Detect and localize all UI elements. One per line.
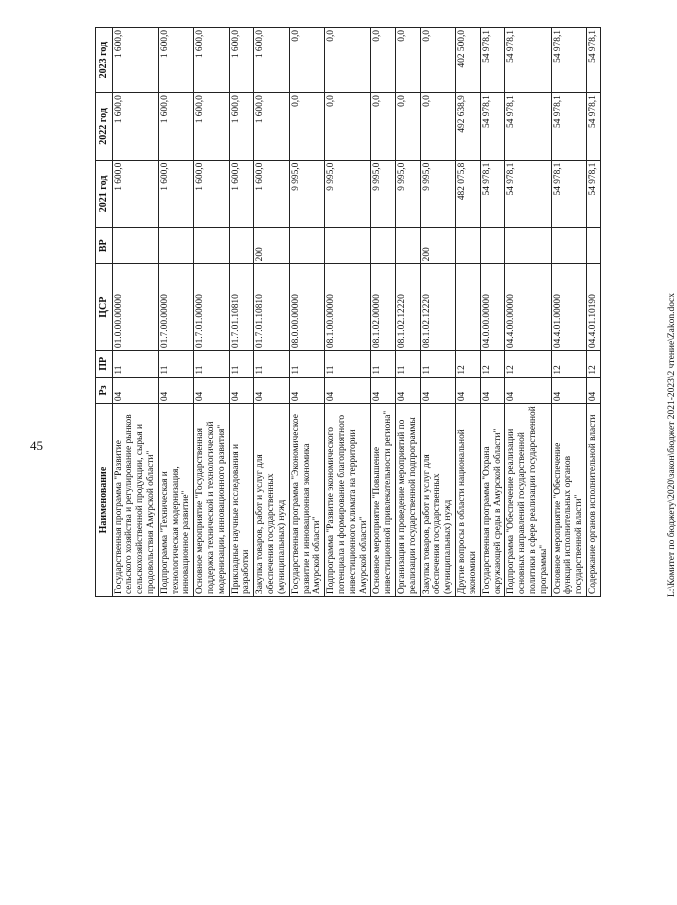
cell-vr (229, 228, 254, 264)
cell-y2022: 0,0 (396, 93, 421, 161)
table-row (112, 28, 158, 597)
cell-y2022: 492 638,9 (456, 93, 481, 161)
cell-csr: 04.4.01.10190 (587, 264, 601, 351)
table-row (480, 28, 505, 597)
cell-vr (158, 228, 193, 264)
header-2023: 2023 год (96, 28, 113, 93)
cell-rz: 04 (587, 377, 601, 404)
cell-csr: 01.7.01.10810 (229, 264, 254, 351)
cell-y2021: 482 075,8 (456, 160, 481, 228)
table-row (158, 28, 193, 597)
cell-name: Закупка товаров, работ и услуг для обеспечения государственных (муниципальных) нужд (254, 404, 289, 597)
cell-y2021: 9 995,0 (396, 160, 421, 228)
cell-rz: 04 (396, 377, 421, 404)
cell-y2021: 54 978,1 (480, 160, 505, 228)
cell-y2021: 1 600,0 (229, 160, 254, 228)
cell-pr: 11 (420, 351, 455, 378)
cell-csr: 01.7.01.10810 (254, 264, 289, 351)
table-row (396, 28, 421, 597)
cell-y2021: 1 600,0 (254, 160, 289, 228)
cell-csr: 04.4.01.00000 (551, 264, 586, 351)
cell-vr (325, 228, 371, 264)
cell-y2023: 54 978,1 (505, 28, 551, 93)
cell-y2022: 1 600,0 (158, 93, 193, 161)
cell-y2023: 1 600,0 (229, 28, 254, 93)
page-number: 45 (30, 438, 43, 453)
table-row (325, 28, 371, 597)
cell-rz: 04 (551, 377, 586, 404)
cell-csr: 04.4.00.00000 (505, 264, 551, 351)
cell-pr: 12 (480, 351, 505, 378)
cell-rz: 04 (325, 377, 371, 404)
cell-name: Организация и проведение мероприятий по реализации государственной подпрограммы (396, 404, 421, 597)
cell-rz: 04 (371, 377, 396, 404)
header-name: Наименование (96, 404, 113, 597)
cell-y2023: 1 600,0 (112, 28, 158, 93)
cell-pr: 11 (254, 351, 289, 378)
cell-vr (505, 228, 551, 264)
cell-pr: 11 (194, 351, 229, 378)
cell-vr (456, 228, 481, 264)
table-row (229, 28, 254, 597)
cell-csr: 08.1.00.00000 (325, 264, 371, 351)
cell-rz: 04 (254, 377, 289, 404)
table-row (587, 28, 601, 597)
cell-csr: 01.0.00.00000 (112, 264, 158, 351)
cell-y2022: 1 600,0 (254, 93, 289, 161)
cell-csr: 08.1.02.12220 (420, 264, 455, 351)
cell-pr: 11 (229, 351, 254, 378)
cell-y2021: 54 978,1 (587, 160, 601, 228)
table-body (112, 28, 600, 597)
cell-y2022: 54 978,1 (587, 93, 601, 161)
cell-pr: 12 (587, 351, 601, 378)
cell-rz: 04 (158, 377, 193, 404)
cell-name: Подпрограмма "Обеспечение реализации основных направлений государственной политики в сфере реализации государственной программы" (505, 404, 551, 597)
cell-y2022: 54 978,1 (551, 93, 586, 161)
cell-vr (289, 228, 324, 264)
cell-name: Государственная программа "Экономическое развитие и инновационная экономика Амурской области" (289, 404, 324, 597)
cell-y2022: 0,0 (371, 93, 396, 161)
cell-name: Основное мероприятие "Повышение инвестиционной привлекательности региона" (371, 404, 396, 597)
cell-y2022: 0,0 (420, 93, 455, 161)
cell-pr: 11 (325, 351, 371, 378)
cell-name: Закупка товаров, работ и услуг для обеспечения государственных (муниципальных) нужд (420, 404, 455, 597)
cell-csr: 01.7.01.00000 (194, 264, 229, 351)
cell-vr (587, 228, 601, 264)
cell-y2021: 1 600,0 (194, 160, 229, 228)
cell-y2022: 1 600,0 (194, 93, 229, 161)
cell-y2021: 54 978,1 (505, 160, 551, 228)
cell-y2023: 0,0 (420, 28, 455, 93)
cell-vr (194, 228, 229, 264)
cell-name: Содержание органов исполнительной власти (587, 404, 601, 597)
cell-y2023: 54 978,1 (480, 28, 505, 93)
cell-y2021: 9 995,0 (420, 160, 455, 228)
cell-name: Прикладные научные исследования и разработки (229, 404, 254, 597)
header-pr: ПР (96, 351, 113, 378)
header-vr: ВР (96, 228, 113, 264)
cell-y2021: 9 995,0 (289, 160, 324, 228)
cell-y2022: 54 978,1 (480, 93, 505, 161)
cell-vr: 200 (420, 228, 455, 264)
cell-vr (551, 228, 586, 264)
cell-csr: 08.0.00.00000 (289, 264, 324, 351)
cell-vr (480, 228, 505, 264)
cell-vr: 200 (254, 228, 289, 264)
budget-table (95, 27, 601, 597)
cell-y2023: 402 500,0 (456, 28, 481, 93)
table-row (371, 28, 396, 597)
cell-name: Другие вопросы в области национальной экономики (456, 404, 481, 597)
table-header-row (96, 28, 113, 597)
cell-rz: 04 (456, 377, 481, 404)
rotated-content (95, 27, 677, 597)
header-csr: ЦСР (96, 264, 113, 351)
cell-pr: 12 (551, 351, 586, 378)
cell-csr: 01.7.00.00000 (158, 264, 193, 351)
header-2021: 2021 год (96, 160, 113, 228)
cell-y2023: 0,0 (325, 28, 371, 93)
cell-pr: 12 (456, 351, 481, 378)
table-row (289, 28, 324, 597)
cell-name: Основное мероприятие "Государственная поддержка технической и технологической модернизации, инновационного развития" (194, 404, 229, 597)
cell-pr: 12 (505, 351, 551, 378)
cell-rz: 04 (480, 377, 505, 404)
cell-csr (456, 264, 481, 351)
cell-y2021: 1 600,0 (112, 160, 158, 228)
table-row (254, 28, 289, 597)
cell-y2023: 0,0 (396, 28, 421, 93)
cell-vr (112, 228, 158, 264)
rotated-frame (95, 27, 677, 597)
cell-name: Государственная программа "Развитие сельского хозяйства и регулирование рынков сельскохозяйственной продукции, сырья и продовольствия Амурской области" (112, 404, 158, 597)
cell-y2023: 54 978,1 (587, 28, 601, 93)
cell-y2023: 1 600,0 (158, 28, 193, 93)
cell-y2022: 1 600,0 (229, 93, 254, 161)
cell-y2023: 0,0 (371, 28, 396, 93)
cell-y2021: 54 978,1 (551, 160, 586, 228)
cell-y2022: 0,0 (325, 93, 371, 161)
table-row (551, 28, 586, 597)
table-row (505, 28, 551, 597)
header-2022: 2022 год (96, 93, 113, 161)
cell-csr: 08.1.02.12220 (396, 264, 421, 351)
cell-pr: 11 (396, 351, 421, 378)
cell-y2021: 9 995,0 (371, 160, 396, 228)
cell-y2021: 9 995,0 (325, 160, 371, 228)
cell-rz: 04 (112, 377, 158, 404)
cell-y2022: 0,0 (289, 93, 324, 161)
cell-y2023: 0,0 (289, 28, 324, 93)
cell-rz: 04 (420, 377, 455, 404)
cell-y2022: 1 600,0 (112, 93, 158, 161)
cell-name: Основное мероприятие "Обеспечение функций исполнительных органов государственной власти" (551, 404, 586, 597)
cell-vr (371, 228, 396, 264)
cell-csr: 08.1.02.00000 (371, 264, 396, 351)
cell-rz: 04 (289, 377, 324, 404)
table-row (456, 28, 481, 597)
cell-y2022: 54 978,1 (505, 93, 551, 161)
cell-pr: 11 (112, 351, 158, 378)
cell-y2021: 1 600,0 (158, 160, 193, 228)
cell-y2023: 1 600,0 (254, 28, 289, 93)
cell-y2023: 54 978,1 (551, 28, 586, 93)
footer-file-path: L:\Комитет по бюджету\2020\закон\бюджет 2021-2023\2 чтение\Zakon.docx (667, 293, 677, 597)
cell-y2023: 1 600,0 (194, 28, 229, 93)
cell-name: Государственная программа "Охрана окружающей среды в Амурской области" (480, 404, 505, 597)
cell-name: Подпрограмма "Техническая и технологическая модернизация, инновационное развитие" (158, 404, 193, 597)
cell-name: Подпрограмма "Развитие экономического потенциала и формирование благоприятного инвестиционного климата на территории Амурской области" (325, 404, 371, 597)
table-row (194, 28, 229, 597)
cell-pr: 11 (158, 351, 193, 378)
cell-csr: 04.0.00.00000 (480, 264, 505, 351)
table-row (420, 28, 455, 597)
cell-rz: 04 (194, 377, 229, 404)
cell-pr: 11 (371, 351, 396, 378)
cell-pr: 11 (289, 351, 324, 378)
header-rz: Рз (96, 377, 113, 404)
cell-vr (396, 228, 421, 264)
cell-rz: 04 (229, 377, 254, 404)
cell-rz: 04 (505, 377, 551, 404)
